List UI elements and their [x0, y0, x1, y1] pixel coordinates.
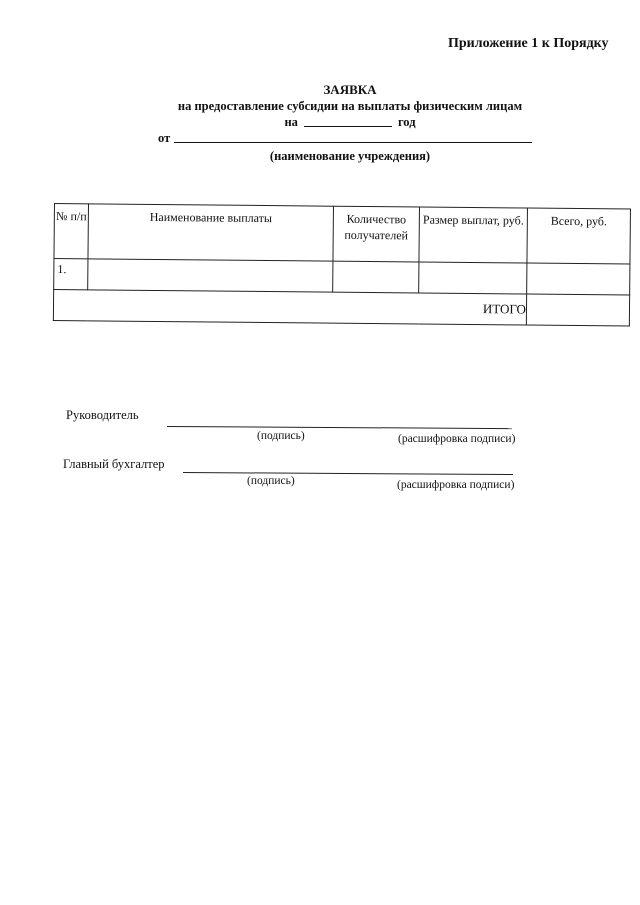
- cell-total[interactable]: [527, 263, 630, 295]
- form-subtitle: на предоставление субсидии на выплаты физическим лицам: [177, 99, 523, 113]
- organization-blank-field[interactable]: [174, 130, 532, 143]
- cell-num: 1.: [54, 259, 88, 290]
- year-line: [150, 114, 550, 130]
- organization-hint: (наименование учреждения): [269, 149, 431, 163]
- head-sign-hint: (подпись): [257, 430, 305, 442]
- total-row: [53, 290, 629, 327]
- appendix-label: Приложение 1 к Порядку: [448, 36, 609, 51]
- header-num: № п/п: [54, 204, 89, 259]
- header-count: Количество получателей: [333, 206, 420, 262]
- accountant-signature-label: Главный бухгалтер: [63, 457, 165, 471]
- head-signature-line[interactable]: [167, 426, 512, 429]
- total-label: ИТОГО: [53, 290, 526, 326]
- from-prefix: от: [158, 131, 171, 145]
- payments-table: [53, 203, 631, 327]
- year-blank-field[interactable]: [304, 114, 392, 127]
- header-name: Наименование выплаты: [88, 204, 334, 261]
- form-title: ЗАЯВКА: [323, 82, 377, 97]
- header-total: Всего, руб.: [527, 208, 631, 264]
- accountant-sign-hint: (подпись): [247, 475, 295, 487]
- head-signature-label: Руководитель: [66, 408, 139, 422]
- head-decode-hint: (расшифровка подписи): [398, 433, 516, 445]
- table-header-row: [54, 204, 631, 265]
- from-line: [158, 130, 558, 146]
- header-size: Размер выплат, руб.: [419, 207, 528, 263]
- accountant-decode-hint: (расшифровка подписи): [397, 479, 515, 491]
- cell-size[interactable]: [419, 262, 527, 294]
- year-prefix: на: [284, 115, 298, 129]
- year-suffix: год: [397, 115, 416, 129]
- total-value[interactable]: [526, 294, 629, 326]
- cell-count[interactable]: [333, 261, 419, 293]
- cell-name[interactable]: [88, 259, 333, 292]
- accountant-signature-line[interactable]: [183, 472, 513, 475]
